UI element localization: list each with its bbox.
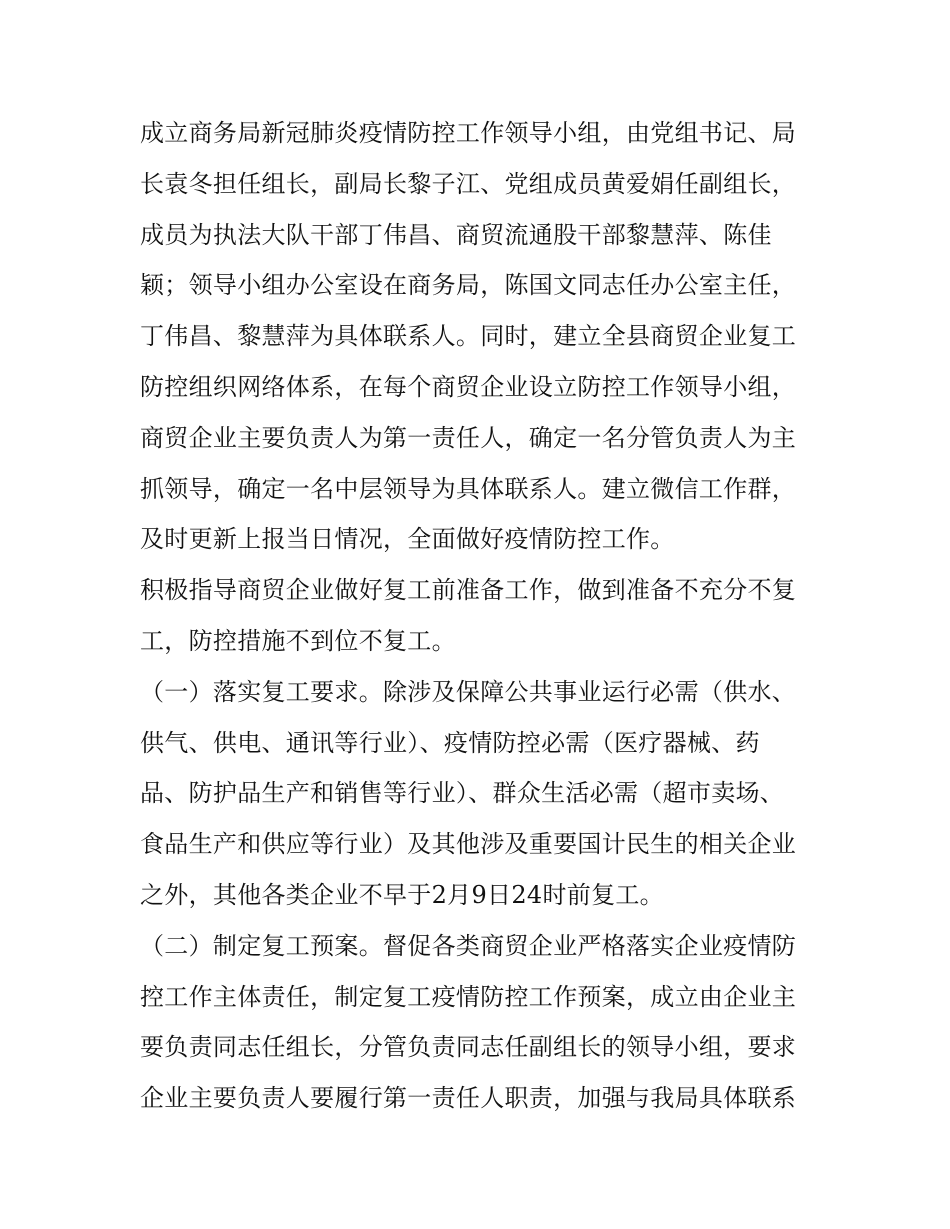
text-line: 及时更新上报当日情况，全面做好疫情防控工作。 [140, 525, 675, 554]
text-line: 成立商务局新冠肺炎疫情防控工作领导小组，由党组书记、局 [140, 119, 797, 147]
text-line: 积极指导商贸企业做好复工前准备工作，做到准备不充分不复 [140, 576, 797, 605]
text-line: 供气、供电、通讯等行业）、疫情防控必需（医疗器械、药 [140, 728, 760, 757]
text-line: （二）制定复工预案。督促各类商贸企业严格落实企业疫情防 [140, 931, 797, 960]
text-line: 之外，其他各类企业不早于2月9日24时前复工。 [140, 880, 664, 909]
text-line: 要负责同志任组长，分管负责同志任副组长的领导小组，要求 [140, 1033, 797, 1062]
text-line: 成员为执法大队干部丁伟昌、商贸流通股干部黎慧萍、陈佳 [140, 220, 772, 249]
text-line: （一）落实复工要求。除涉及保障公共事业运行必需（供水、 [140, 677, 797, 706]
text-line: 食品生产和供应等行业）及其他涉及重要国计民生的相关企业 [140, 830, 797, 859]
body-text [140, 108, 812, 1124]
text-line: 抓领导，确定一名中层领导为具体联系人。建立微信工作群， [140, 474, 797, 503]
text-line: 商贸企业主要负责人为第一责任人，确定一名分管负责人为主 [140, 423, 797, 452]
text-line: 控工作主体责任，制定复工疫情防控工作预案，成立由企业主 [140, 982, 797, 1011]
text-line: 工，防控措施不到位不复工。 [140, 626, 456, 655]
text-line: 丁伟昌、黎慧萍为具体联系人。同时，建立全县商贸企业复工 [140, 322, 797, 351]
text-line: 长袁冬担任组长，副局长黎子江、党组成员黄爱娟任副组长， [140, 169, 797, 198]
text-line: 品、防护品生产和销售等行业）、群众生活必需（超市卖场、 [140, 779, 785, 808]
text-line: 颖；领导小组办公室设在商务局，陈国文同志任办公室主任， [140, 271, 797, 300]
text-line: 防控组织网络体系，在每个商贸企业设立防控工作领导小组， [140, 372, 797, 401]
text-line: 企业主要负责人要履行第一责任人职责，加强与我局具体联系 [140, 1084, 797, 1113]
